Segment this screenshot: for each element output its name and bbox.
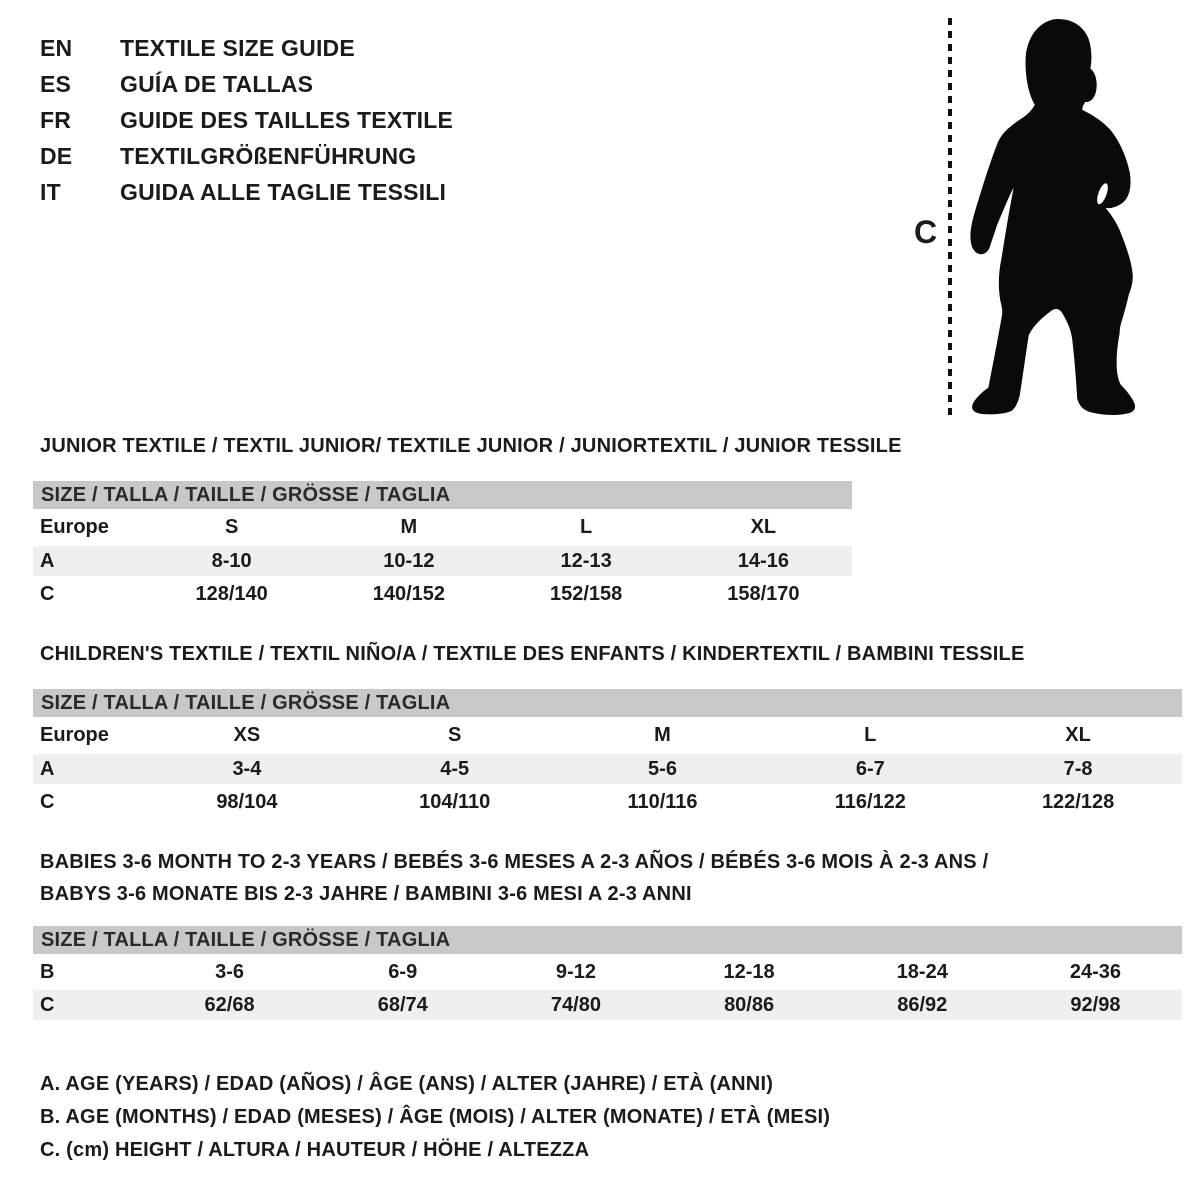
size-bar-header: SIZE / TALLA / TAILLE / GRÖSSE / TAGLIA: [33, 689, 1182, 717]
language-row: [40, 138, 453, 174]
measure-row-label: C: [40, 791, 55, 813]
column-header-row: [33, 512, 852, 542]
size-value-cell: 3-6: [215, 961, 245, 983]
height-measure-line: [948, 18, 952, 418]
language-row: [40, 30, 453, 66]
size-value-cell: 128/140: [195, 583, 268, 605]
size-value-cell: 158/170: [727, 583, 800, 605]
size-value-cell: 116/122: [834, 791, 906, 813]
size-value-cell: 122/128: [1041, 791, 1115, 813]
size-value-cell: 5-6: [648, 758, 677, 780]
measure-row-label: A: [40, 550, 55, 572]
language-code: FR: [40, 107, 72, 133]
size-column-header: L: [580, 516, 593, 538]
legend-line: A. AGE (YEARS) / EDAD (AÑOS) / ÂGE (ANS) / ALTER (JAHRE) / ETÀ (ANNI): [40, 1073, 774, 1095]
region-label: Europe: [40, 724, 109, 746]
column-header-row: [33, 720, 1182, 750]
section-title-line: BABYS 3-6 MONATE BIS 2-3 JAHRE / BAMBINI 3-6 MESI A 2-3 ANNI: [40, 883, 692, 905]
size-value-cell: 7-8: [1063, 758, 1093, 780]
size-value-cell: 12-13: [560, 550, 612, 572]
table-row: [33, 546, 852, 576]
size-bar-header: SIZE / TALLA / TAILLE / GRÖSSE / TAGLIA: [33, 481, 852, 509]
measure-row-label: B: [40, 961, 55, 983]
language-code: EN: [40, 35, 73, 61]
size-table: [33, 689, 1182, 820]
toddler-body-shape: [970, 19, 1135, 415]
size-value-cell: 80/86: [724, 994, 775, 1016]
guide-title-translation: TEXTILE SIZE GUIDE: [120, 35, 355, 61]
table-row: [33, 754, 1182, 784]
table-row: [33, 579, 852, 609]
size-column-header: M: [400, 516, 418, 538]
section-title-line: JUNIOR TEXTILE / TEXTIL JUNIOR/ TEXTILE JUNIOR / JUNIORTEXTIL / JUNIOR TESSILE: [40, 435, 902, 457]
legend-line: C. (cm) HEIGHT / ALTURA / HAUTEUR / HÖHE / ALTEZZA: [40, 1139, 590, 1161]
size-value-cell: 18-24: [896, 961, 948, 983]
table-row: [33, 957, 1182, 987]
size-table: [33, 481, 852, 612]
size-value-cell: 12-18: [723, 961, 775, 983]
language-code: IT: [40, 179, 61, 205]
size-value-cell: 74/80: [550, 994, 601, 1016]
legend-line: B. AGE (MONTHS) / EDAD (MESES) / ÂGE (MOIS) / ALTER (MONATE) / ETÀ (MESI): [40, 1106, 831, 1128]
size-column-header: M: [654, 724, 671, 746]
measure-row-label: C: [40, 994, 55, 1016]
size-value-cell: 14-16: [737, 550, 789, 572]
size-value-cell: 92/98: [1070, 994, 1121, 1016]
size-value-cell: 8-10: [211, 550, 252, 572]
size-column-header: L: [864, 724, 877, 746]
measure-row-label: A: [40, 758, 55, 780]
section-title: [40, 846, 988, 910]
language-row: [40, 66, 453, 102]
table-row: [33, 787, 1182, 817]
legend: [40, 1068, 830, 1167]
size-value-cell: 62/68: [204, 994, 255, 1016]
size-value-cell: 6-7: [855, 758, 885, 780]
size-value-cell: 10-12: [383, 550, 435, 572]
region-label: Europe: [40, 516, 109, 538]
size-value-cell: 110/116: [627, 791, 698, 813]
guide-title-translation: GUIDA ALLE TAGLIE TESSILI: [120, 179, 447, 205]
size-value-cell: 98/104: [216, 791, 278, 813]
size-value-cell: 104/110: [419, 791, 491, 813]
size-table: [33, 926, 1182, 1023]
guide-title-translation: GUIDE DES TAILLES TEXTILE: [120, 107, 453, 133]
size-value-cell: 140/152: [372, 583, 446, 605]
size-value-cell: 4-5: [440, 758, 470, 780]
language-header: [40, 30, 453, 210]
size-value-cell: 86/92: [897, 994, 948, 1016]
size-column-header: S: [224, 516, 239, 538]
guide-title-translation: GUÍA DE TALLAS: [120, 71, 314, 97]
size-value-cell: 68/74: [377, 994, 428, 1016]
section-title: [40, 638, 1024, 670]
size-column-header: XL: [750, 516, 777, 538]
size-bar-header: SIZE / TALLA / TAILLE / GRÖSSE / TAGLIA: [33, 926, 1182, 954]
size-value-cell: 3-4: [232, 758, 262, 780]
size-column-header: XS: [233, 724, 261, 746]
size-column-header: S: [448, 724, 462, 746]
section-children: [40, 638, 1115, 813]
table-row: [33, 990, 1182, 1020]
language-code: ES: [40, 71, 72, 97]
size-value-cell: 24-36: [1069, 961, 1122, 983]
section-title-line: CHILDREN'S TEXTILE / TEXTIL NIÑO/A / TEXTILE DES ENFANTS / KINDERTEXTIL / BAMBINI TESSILE: [40, 643, 1025, 665]
size-column-header: XL: [1065, 724, 1091, 746]
section-babies: [40, 846, 1122, 1016]
section-title: [40, 430, 902, 462]
language-row: [40, 174, 453, 210]
language-code: DE: [40, 143, 73, 169]
size-value-cell: 9-12: [555, 961, 596, 983]
height-measure-label: C: [914, 214, 938, 250]
language-row: [40, 102, 453, 138]
section-title-line: BABIES 3-6 MONTH TO 2-3 YEARS / BEBÉS 3-6 MESES A 2-3 AÑOS / BÉBÉS 3-6 MOIS À 2-3 ANS /: [40, 851, 989, 873]
guide-title-translation: TEXTILGRÖßENFÜHRUNG: [120, 143, 417, 169]
size-value-cell: 152/158: [549, 583, 623, 605]
toddler-silhouette-icon: [966, 16, 1140, 420]
size-value-cell: 6-9: [388, 961, 418, 983]
measure-row-label: C: [40, 583, 55, 605]
section-junior: [40, 430, 902, 605]
